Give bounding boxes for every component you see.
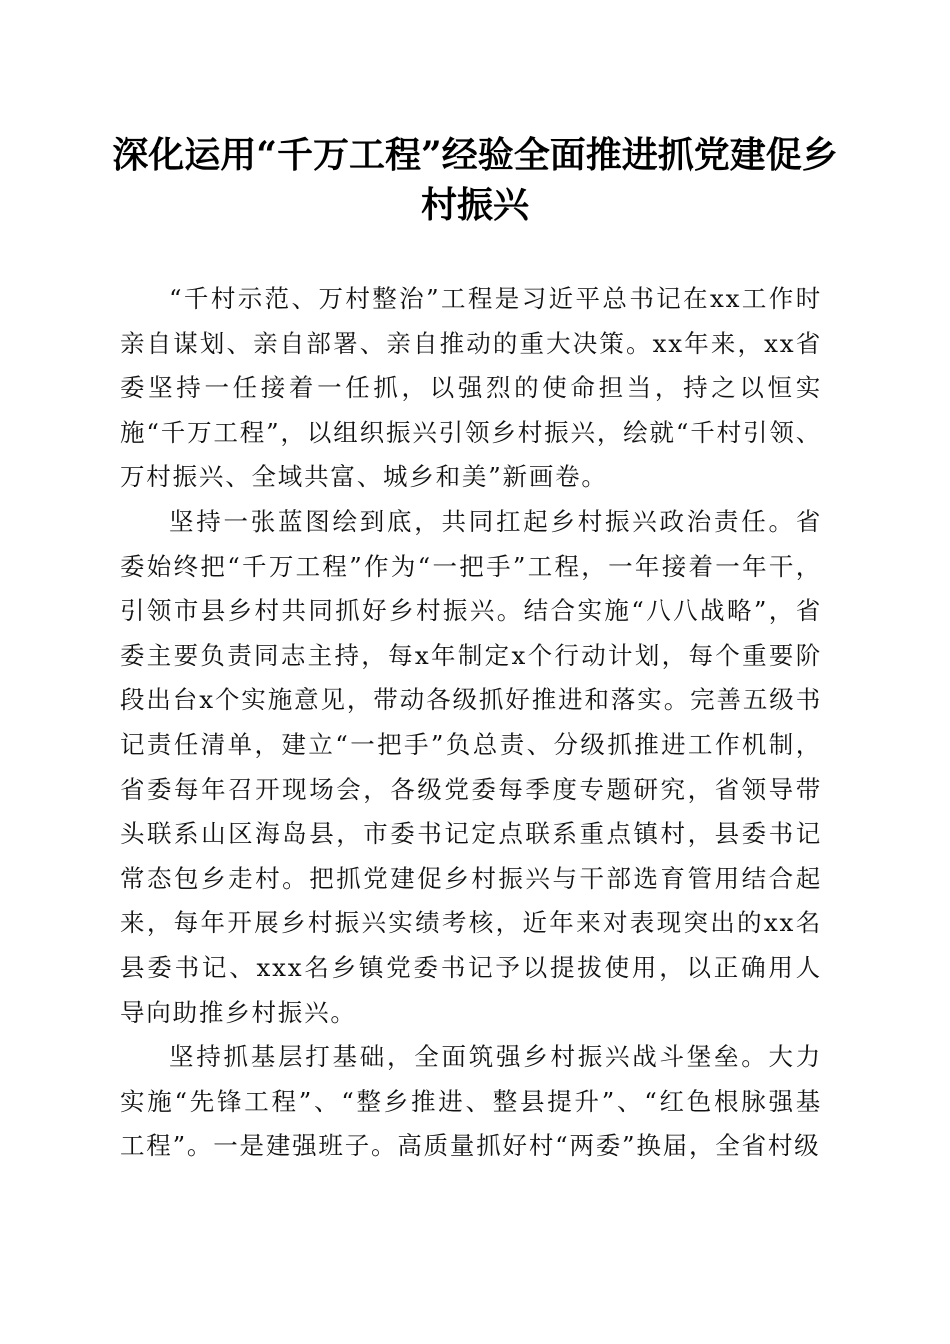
document-title: 深化运用“千万工程”经验全面推进抓党建促乡村振兴 xyxy=(112,134,838,226)
paragraph-grassroots: 坚持抓基层打基础，全面筑强乡村振兴战斗堡垒。大力实施“先锋工程”、“整乡推进、整县提升”、“红色根脉强基工程”。一是建强班子。高质量抓好村“两委”换届，全省村级 xyxy=(120,1042,822,1161)
document-body xyxy=(120,277,822,1169)
paragraph-blueprint: 坚持一张蓝图绘到底，共同扛起乡村振兴政治责任。省委始终把“千万工程”作为“一把手”工程，一年接着一年干，引领市县乡村共同抓好乡村振兴。结合实施“八八战略”，省委主要负责同志主持，每x年制定x个行动计划，每个重要阶段出台x个实施意见，带动各级抓好推进和落实。完善五级书记责任清单，建立“一把手”负总责、分级抓推进工作机制，省委每年召开现场会，各级党委每季度专题研究，省领导带头联系山区海岛县，市委书记定点联系重点镇村，县委书记常态包乡走村。把抓党建促乡村振兴与干部选育管用结合起来，每年开展乡村振兴实绩考核，近年来对表现突出的xx名县委书记、xxx名乡镇党委书记予以提拔使用，以正确用人导向助推乡村振兴。 xyxy=(120,506,822,1027)
paragraph-intro: “千村示范、万村整治”工程是习近平总书记在xx工作时亲自谋划、亲自部署、亲自推动的重大决策。xx年来，xx省委坚持一任接着一任抓，以强烈的使命担当，持之以恒实施“千万工程”，以组织振兴引领乡村振兴，绘就“千村引领、万村振兴、全域共富、城乡和美”新画卷。 xyxy=(120,284,822,492)
